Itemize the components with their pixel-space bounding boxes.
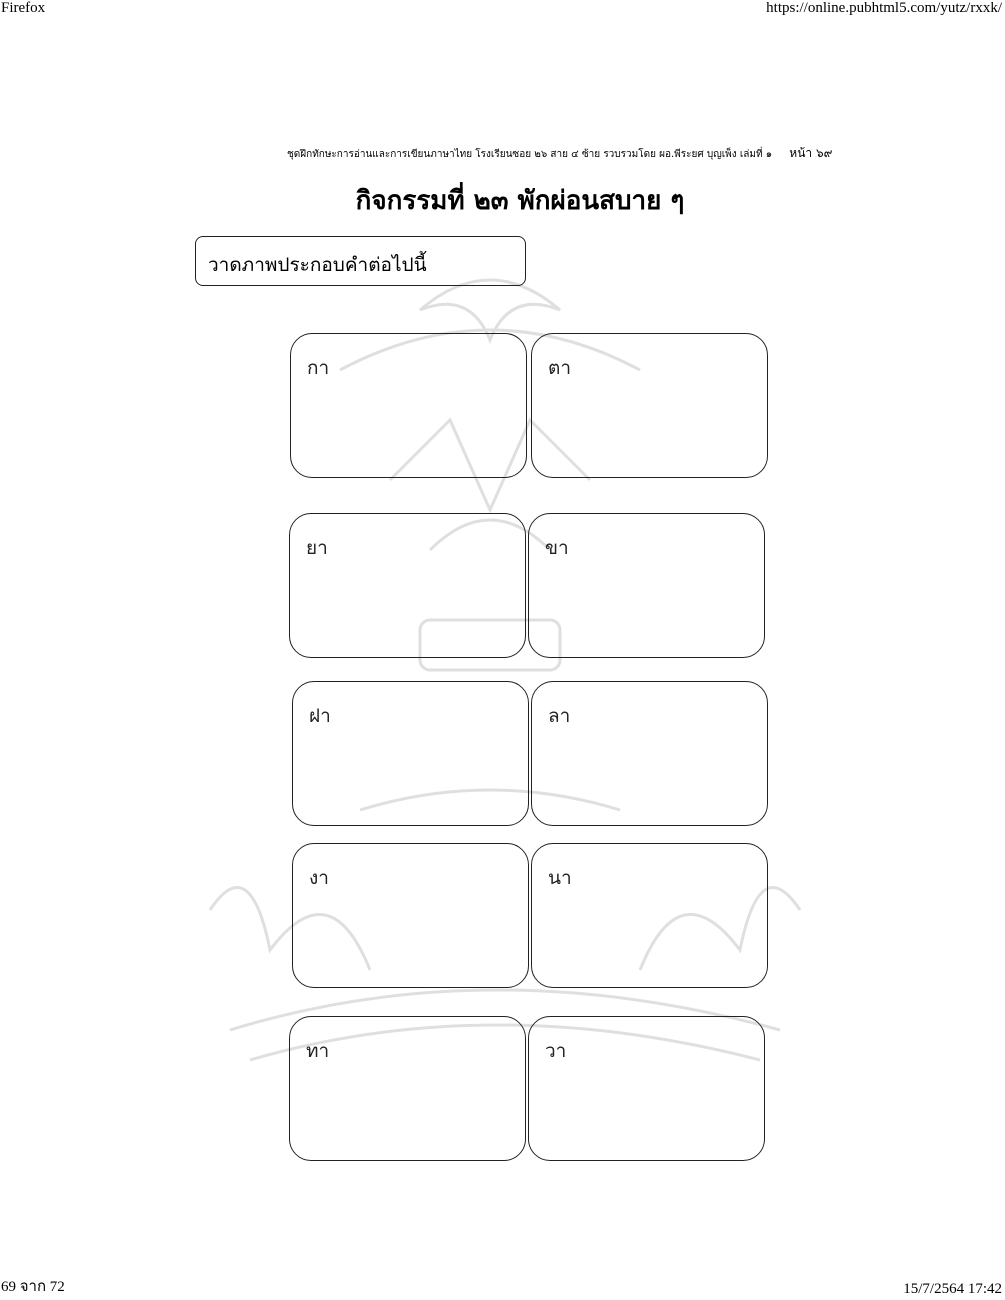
word-label: นา: [548, 867, 572, 889]
running-header-text: ชุดฝึกทักษะการอ่านและการเขียนภาษาไทย โรงเรียนซอย ๒๖ สาย ๔ ซ้าย รวบรวมโดย ผอ.พีระยศ บุญเพ็ง เล่มที่ ๑: [287, 149, 773, 160]
word-label: ตา: [548, 357, 572, 379]
instruction-box: [195, 236, 526, 286]
word-card-10: [528, 1016, 765, 1161]
word-card-3: [289, 513, 526, 658]
word-card-1: [290, 333, 527, 478]
word-label: ทา: [306, 1040, 330, 1062]
word-card-4: [528, 513, 765, 658]
word-label: ฝา: [309, 705, 331, 727]
print-datetime: 15/7/2564 17:42: [903, 1281, 1002, 1297]
word-label: วา: [545, 1040, 567, 1062]
word-card-9: [289, 1016, 526, 1161]
page-url: https://online.pubhtml5.com/yutz/rxxk/: [766, 0, 1002, 16]
word-card-5: [292, 681, 529, 826]
running-header: [287, 144, 832, 163]
word-card-2: [531, 333, 768, 478]
activity-title: กิจกรรมที่ ๒๓ พักผ่อนสบาย ๆ: [355, 186, 685, 216]
page-number: หน้า ๖๙: [789, 146, 833, 160]
word-label: ลา: [548, 705, 571, 727]
word-label: ขา: [545, 537, 569, 559]
word-card-7: [292, 843, 529, 988]
word-card-6: [531, 681, 768, 826]
word-label: ยา: [306, 537, 328, 559]
browser-app-name: Firefox: [1, 0, 46, 16]
page-counter: 69 จาก 72: [1, 1279, 65, 1295]
word-label: งา: [309, 867, 329, 889]
word-label: กา: [307, 357, 330, 379]
instruction-text: วาดภาพประกอบคำต่อไปนี้: [208, 254, 427, 276]
word-card-8: [531, 843, 768, 988]
